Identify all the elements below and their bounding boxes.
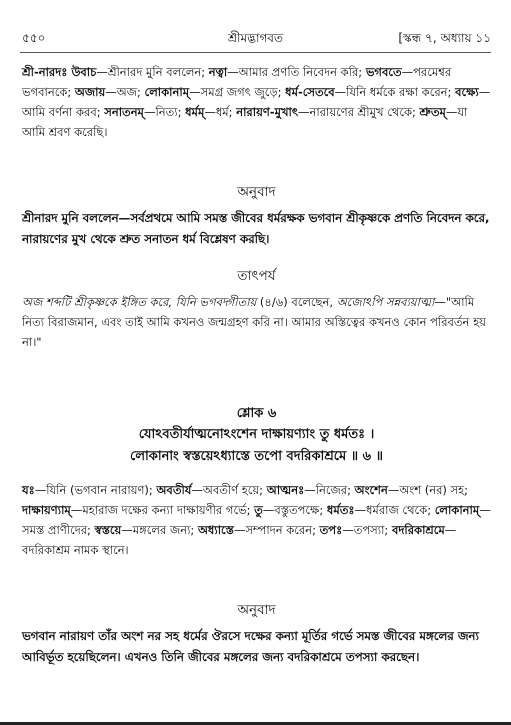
synonym-word: যঃ bbox=[22, 483, 35, 497]
purport-part-3: (৪/৬) বলেছেন, bbox=[256, 295, 337, 309]
synonym-meaning: —তপস্যা; bbox=[342, 523, 392, 537]
page-header bbox=[20, 30, 491, 50]
purport-part-4: অজোঽপি সন্নব্যয়াত্মা bbox=[336, 295, 435, 309]
synonym-meaning: —সম্পাদন করেন; bbox=[233, 523, 320, 537]
synonym-word: বদরিকাশ্রমে bbox=[391, 523, 445, 537]
verse-line-1-wrap bbox=[22, 424, 491, 448]
synonym-meaning: —পরমেশ্বর ভগবানকে; bbox=[22, 65, 452, 99]
purport-heading-wrap bbox=[22, 266, 491, 292]
purport-part-5: —"আমি নিত্য বিরাজমান, এবং তাই আমি কখনও জন্মগ্রহণ করি না। আমার অস্তিত্বের কখনও কোন পরিবর্তন হয় না।" bbox=[22, 295, 486, 349]
header-rule bbox=[20, 52, 491, 53]
synonym-word: সনাতনম্ bbox=[104, 105, 144, 119]
synonyms-block-2 bbox=[22, 480, 491, 560]
synonym-meaning: —নিজের; bbox=[304, 483, 355, 497]
synonym-word: তু bbox=[254, 503, 263, 517]
verse-number-wrap bbox=[22, 404, 491, 426]
synonym-meaning: —ধর্ম; bbox=[204, 105, 237, 119]
synonym-meaning: —বদরিকাশ্রম নামক স্থানে। bbox=[22, 523, 457, 557]
synonym-meaning: —নারায়ণের শ্রীমুখ থেকে; bbox=[297, 105, 420, 119]
synonyms-block-1 bbox=[22, 62, 491, 142]
synonym-word: শ্রী-নারদঃ উবাচ bbox=[22, 65, 97, 79]
synonym-meaning: —মহারাজ দক্ষের কন্যা দাক্ষায়ণীর গর্ভে; bbox=[70, 503, 255, 517]
translation-2: ভগবান নারায়ণ তাঁর অংশ নর সহ ধর্মের ঔরসে দক্ষের কন্যা মূর্তির গর্ভে সমস্ত জীবের মঙ্গলের জন্য আবির্ভূত হয়েছিলেন। এখনও তিনি জীবের মঙ্গলের জন্য বদরিকাশ্রমে তপস্যা করছেন। bbox=[22, 629, 479, 664]
translation-heading-1-wrap bbox=[22, 182, 491, 208]
synonym-word: আত্মনঃ bbox=[266, 483, 305, 497]
translation-1: শ্রীনারদ মুনি বললেন—সর্বপ্রথমে আমি সমস্ত জীবের ধর্মরক্ষক ভগবান শ্রীকৃষ্ণকে প্রণতি নিবেদন করে, নারায়ণের মুখ থেকে শ্রুত সনাতন ধর্ম বিশ্লেষণ করছি। bbox=[22, 211, 490, 246]
purport-part-1: অজ শব্দটি শ্রীকৃষ্ণকে ইঙ্গিত করে, যিনি bbox=[22, 295, 200, 309]
synonym-word: অজায় bbox=[74, 85, 106, 99]
translation-heading-1: অনুবাদ bbox=[237, 184, 276, 200]
synonym-meaning: —যিনি (ভগবান নারায়ণ); bbox=[34, 483, 157, 497]
synonym-meaning: —যিনি ধর্মকে রক্ষা করেন; bbox=[334, 85, 456, 99]
translation-heading-2: অনুবাদ bbox=[237, 602, 276, 618]
synonym-word: ধর্মতঃ bbox=[326, 503, 355, 517]
synonym-meaning: —শ্রীনারদ মুনি বললেন; bbox=[96, 65, 209, 79]
verse-number: শ্লোক ৬ bbox=[236, 406, 277, 421]
synonym-word: নত্বা bbox=[208, 65, 228, 79]
synonym-meaning: —অবতীর্ণ হয়ে; bbox=[191, 483, 267, 497]
translation-heading-2-wrap bbox=[22, 600, 491, 626]
synonym-meaning: —সমস্ত প্রাণীদের; bbox=[22, 503, 491, 537]
synonym-word: অংশেন bbox=[354, 483, 388, 497]
synonym-meaning: —মঙ্গলের জন্য; bbox=[121, 523, 198, 537]
book-title: শ্রীমদ্ভাগবত bbox=[227, 31, 283, 45]
synonym-word: লোকানাম্ bbox=[144, 85, 190, 99]
synonym-word: অধ্যাস্তে bbox=[197, 523, 234, 537]
purport-heading: তাৎপর্য bbox=[237, 268, 276, 284]
synonym-meaning: —যা আমি শ্রবণ করেছি। bbox=[22, 105, 468, 139]
synonym-word: স্বস্তয়ে bbox=[94, 523, 122, 537]
purport-part-2: ভগবদ্গীতায় bbox=[199, 295, 257, 309]
verse-line-2-wrap bbox=[22, 446, 491, 470]
synonym-meaning: —আমি বর্ণনা করব; bbox=[22, 85, 491, 119]
purport-text bbox=[22, 292, 491, 352]
synonym-meaning: —সমগ্র জগৎ জুড়ে; bbox=[189, 85, 286, 99]
synonym-meaning: —অজ; bbox=[105, 85, 145, 99]
page-number: ৫৫০ bbox=[22, 31, 46, 45]
synonym-word: লোকানাম্ bbox=[434, 503, 480, 517]
chapter-reference: [স্কন্ধ ৭, অধ্যায় ১১ bbox=[398, 31, 491, 45]
synonym-meaning: —আমার প্রণতি নিবেদন করি; bbox=[227, 65, 366, 79]
synonym-meaning: —নিত্য; bbox=[143, 105, 186, 119]
synonym-word: দাক্ষায়ণ্যাম্ bbox=[22, 503, 71, 517]
synonym-word: অবতীর্য bbox=[156, 483, 192, 497]
synonym-meaning: —ধর্মরাজ থেকে; bbox=[354, 503, 435, 517]
synonym-word: বক্ষ্যে bbox=[455, 85, 479, 99]
synonym-word: ভগবতে bbox=[365, 65, 402, 79]
synonym-word: শ্রুতম্ bbox=[419, 105, 446, 119]
synonym-word: তপঃ bbox=[319, 523, 343, 537]
verse-line-2: লোকানাং স্বস্তয়েঽধ্যাস্তে তপো বদরিকাশ্রমে ॥ ৬ ॥ bbox=[130, 449, 383, 464]
synonym-word: ধর্ম-সেতবে bbox=[285, 85, 335, 99]
synonym-meaning: —বস্তুতপক্ষে; bbox=[262, 503, 327, 517]
verse-line-1: যোঽবতীর্যাত্মনোঽংশেন দাক্ষায়ণ্যাং তু ধর্মতঃ । bbox=[138, 427, 375, 442]
synonym-word: ধর্মম্ bbox=[185, 105, 205, 119]
synonym-word: নারায়ণ-মুখাৎ bbox=[236, 105, 298, 119]
synonym-meaning: —অংশ (নর) সহ; bbox=[387, 483, 469, 497]
